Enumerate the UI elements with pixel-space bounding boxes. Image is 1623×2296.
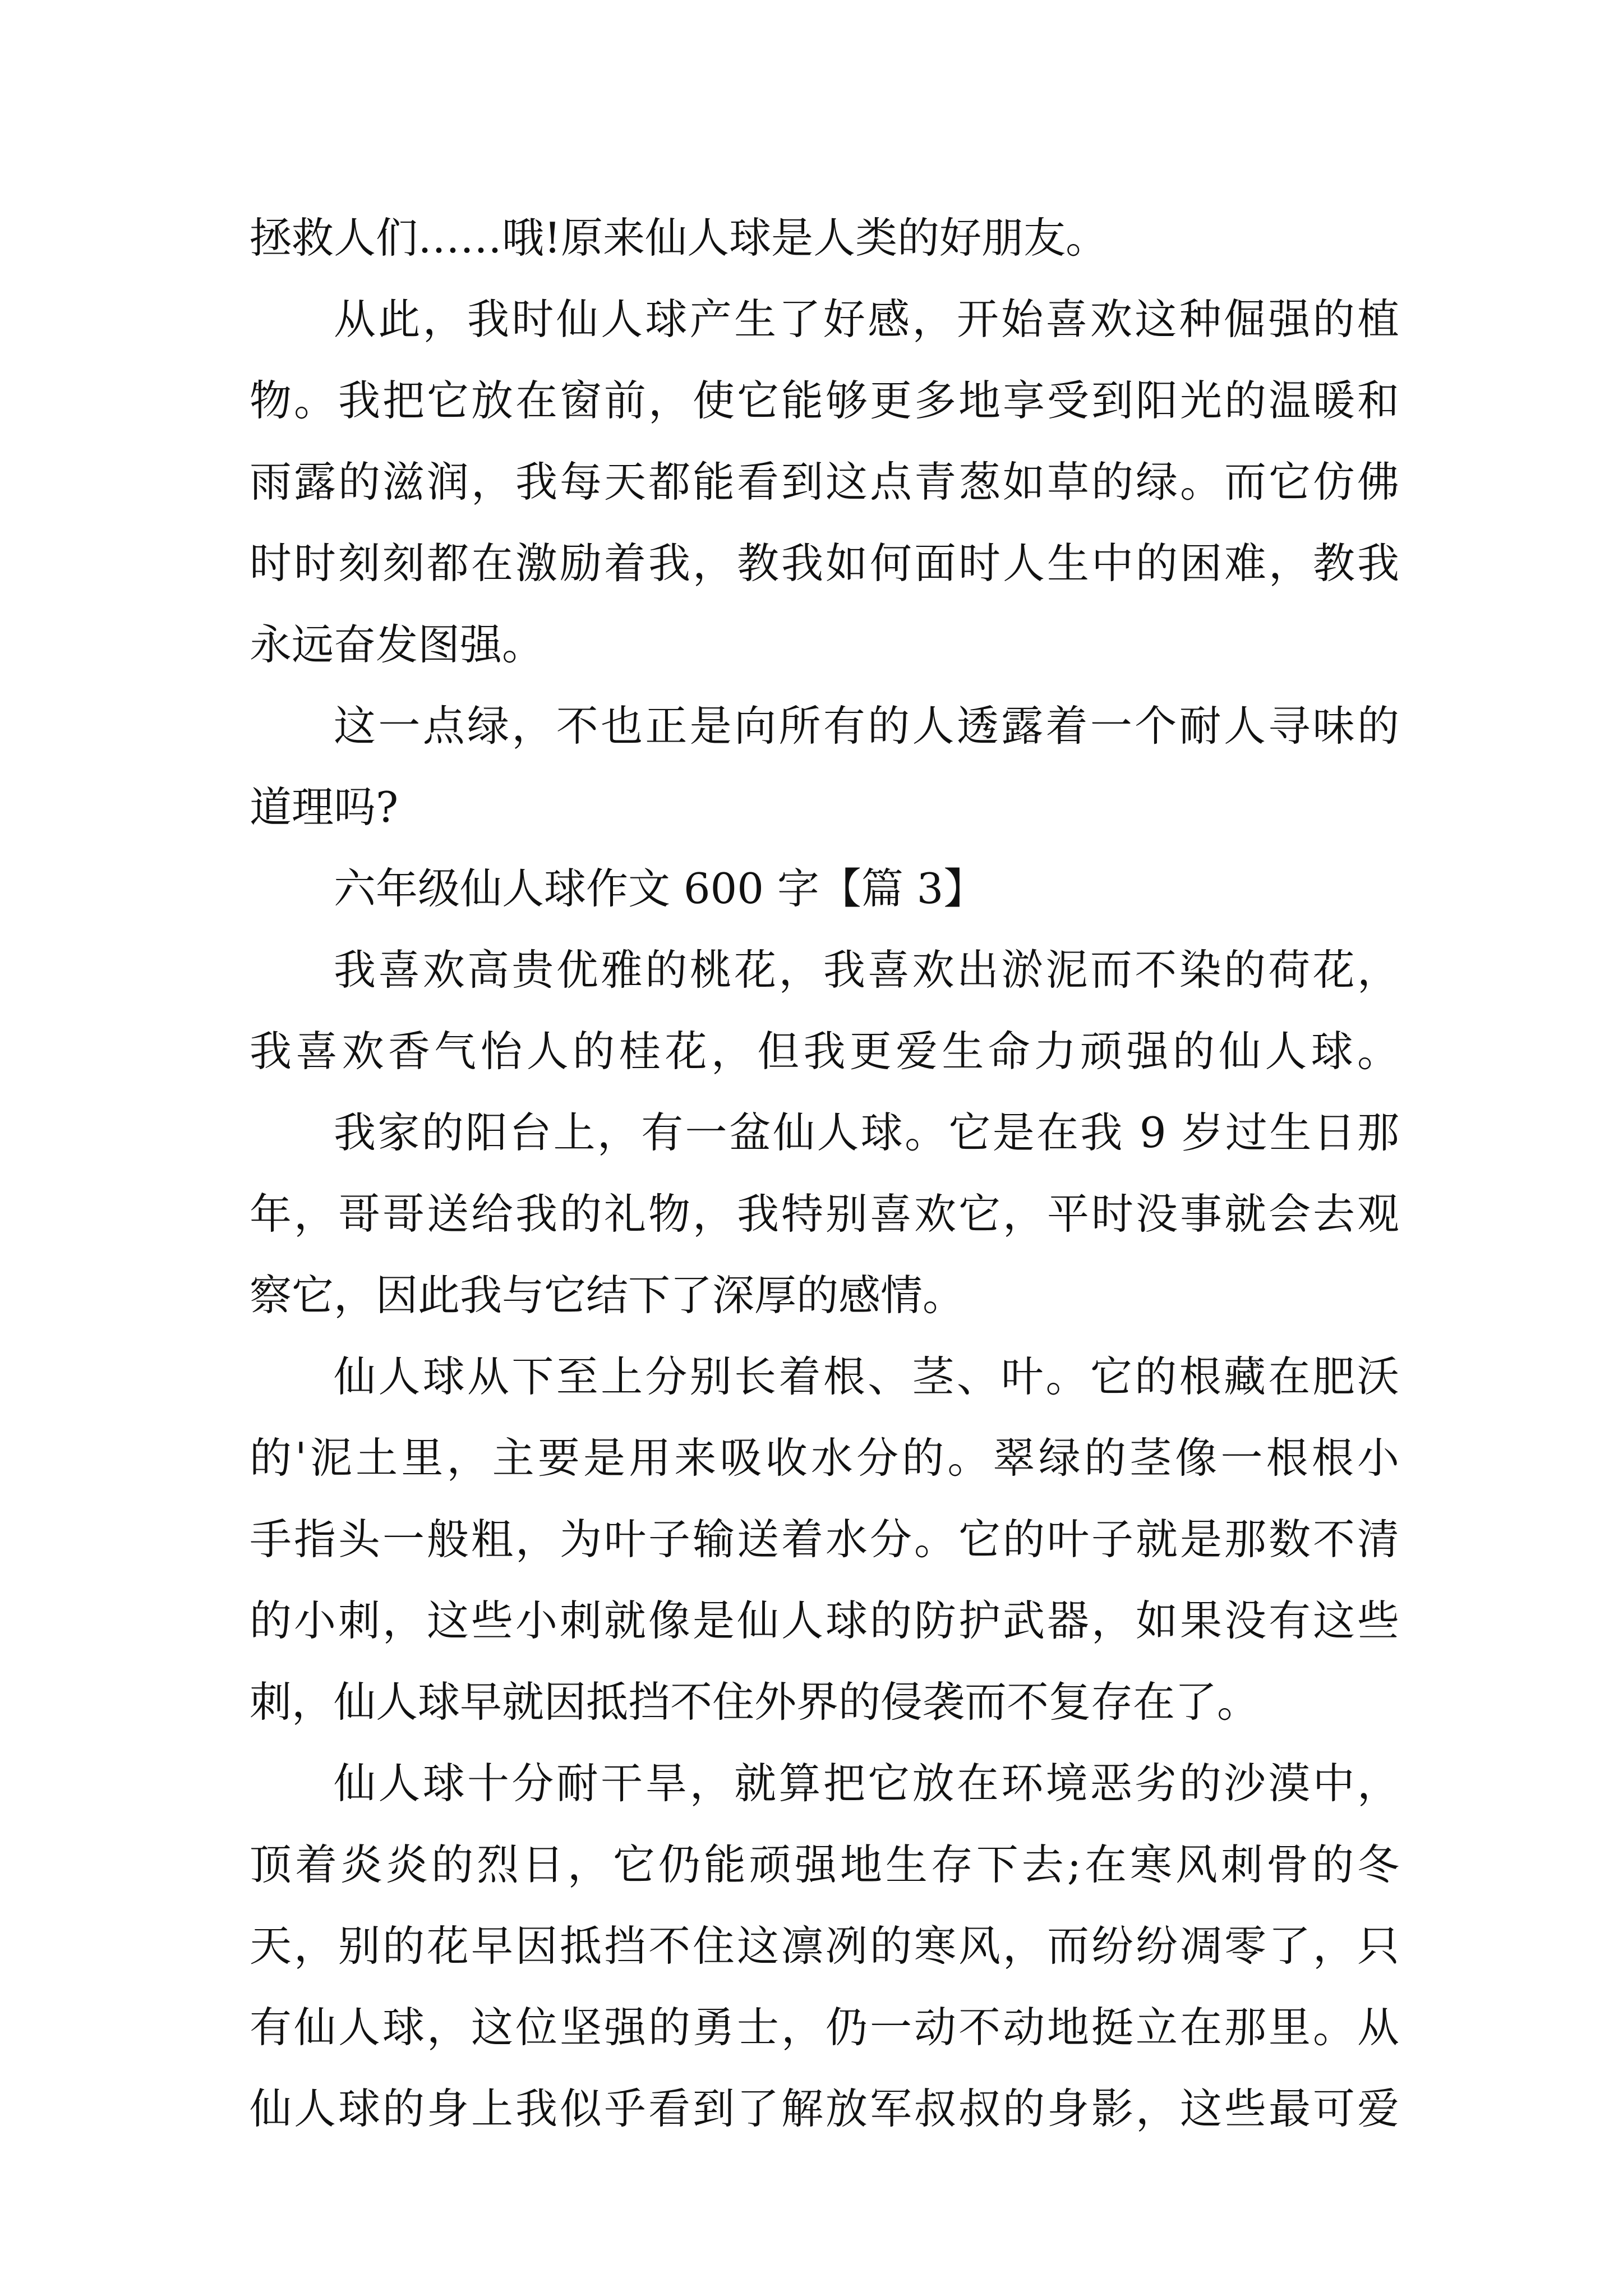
text-line: 时时刻刻都在激励着我，教我如何面时人生中的困难，教我 (250, 539, 1399, 588)
text-line: 物。我把它放在窗前，使它能够更多地享受到阳光的温暖和 (250, 376, 1399, 425)
text-line: 刺，仙人球早就因抵挡不住外界的侵袭而不复存在了。 (250, 1677, 1260, 1727)
paragraph-first-line: 我家的阳台上，有一盆仙人球。它是在我 9 岁过生日那 (334, 1108, 1399, 1157)
text-line: 我喜欢香气怡人的桂花，但我更爱生命力顽强的仙人球。 (250, 1027, 1399, 1076)
text-line: 手指头一般粗，为叶子输送着水分。它的叶子就是那数不清 (250, 1515, 1399, 1564)
text-line: 天，别的花早因抵挡不住这凛冽的寒风，而纷纷凋零了，只 (250, 1921, 1399, 1971)
text-line: 道理吗? (250, 783, 399, 832)
paragraph-first-line: 我喜欢高贵优雅的桃花，我喜欢出淤泥而不染的荷花， (334, 945, 1399, 995)
section-heading: 六年级仙人球作文 600 字【篇 3】 (334, 864, 986, 913)
paragraph-first-line: 仙人球十分耐干旱，就算把它放在环境恶劣的沙漠中， (334, 1759, 1399, 1808)
text-line: 雨露的滋润，我每天都能看到这点青葱如草的绿。而它仿佛 (250, 457, 1399, 507)
text-line: 有仙人球，这位坚强的勇士，仍一动不动地挺立在那里。从 (250, 2003, 1399, 2052)
text-line: 察它，因此我与它结下了深厚的感情。 (250, 1271, 965, 1320)
text-line: 顶着炎炎的烈日，它仍能顽强地生存下去;在寒风刺骨的冬 (250, 1840, 1399, 1889)
text-line: 的'泥土里，主要是用来吸收水分的。翠绿的茎像一根根小 (250, 1433, 1399, 1483)
text-line: 拯救人们……哦!原来仙人球是人类的好朋友。 (250, 213, 1108, 263)
text-line: 永远奋发图强。 (250, 620, 545, 669)
paragraph-first-line: 从此，我时仙人球产生了好感，开始喜欢这种倔强的植 (334, 295, 1399, 344)
text-line: 年，哥哥送给我的礼物，我特别喜欢它，平时没事就会去观 (250, 1189, 1399, 1239)
paragraph-first-line: 这一点绿，不也正是向所有的人透露着一个耐人寻味的 (334, 701, 1399, 751)
text-line: 的小刺，这些小刺就像是仙人球的防护武器，如果没有这些 (250, 1596, 1399, 1645)
text-line: 仙人球的身上我似乎看到了解放军叔叔的身影，这些最可爱 (250, 2084, 1399, 2133)
paragraph-first-line: 仙人球从下至上分别长着根、茎、叶。它的根藏在肥沃 (334, 1352, 1399, 1401)
